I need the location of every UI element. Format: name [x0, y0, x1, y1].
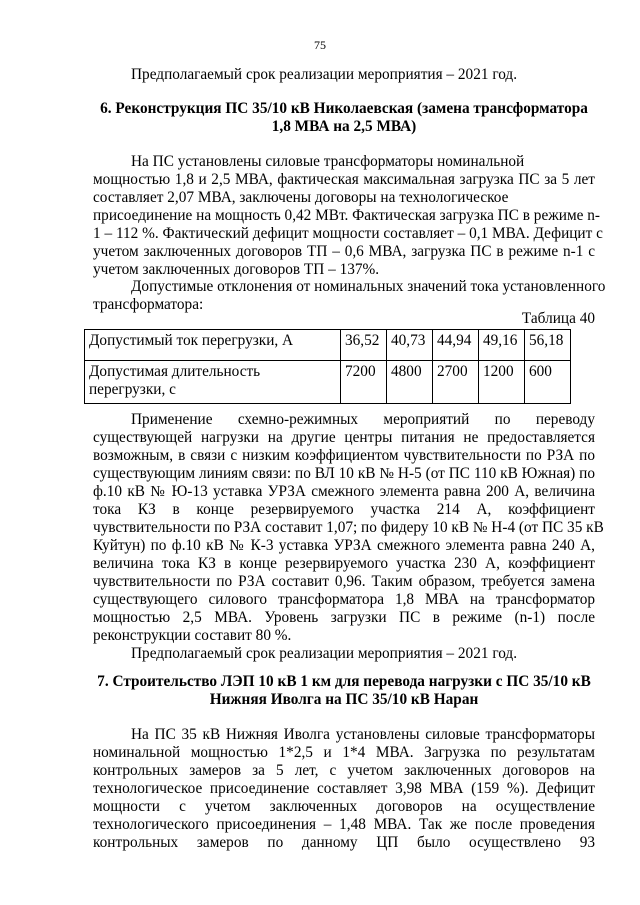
section6-para1-line-6: учетом заключенных договоров ТП – 0,6 МВА, загрузка ПС в режиме n-1 с — [93, 243, 595, 260]
section6-para1-line-7: учетом заключенных договоров ТП – 137%. — [93, 261, 380, 278]
section7-para1-line-5: мощности с учетом заключенных договоров на осуществление — [93, 798, 595, 815]
table-cell: 1200 — [479, 361, 525, 404]
section7-para1-line-3: контрольных замеров за 5 лет, с учетом заключенных договоров на — [93, 762, 595, 779]
section6-para3-line-12: мощностью 2,5 МВА. Уровень загрузки ПС в режиме (n-1) после — [93, 609, 595, 626]
section7-heading-line-2: Нижняя Иволга на ПС 35/10 кВ Наран — [209, 691, 479, 708]
section6-para3-line-9: величина тока КЗ в конце резервируемого участка 230 А, коэффициент — [93, 555, 595, 572]
section6-para1-line-3: составляет 2,07 МВА, заключены договоры на технологическое — [93, 189, 509, 206]
section6-para3-line-13: реконструкции составит 80 %. — [93, 627, 292, 644]
intro-line: Предполагаемый срок реализации мероприятия – 2021 год. — [131, 66, 518, 83]
table-caption: Таблица 40 — [521, 310, 595, 327]
section7-para1-line-4: технологическое присоединение составляет 3,98 МВА (159 %). Дефицит — [93, 780, 595, 797]
table-row-label — [85, 361, 341, 404]
table-cell: 7200 — [341, 361, 387, 404]
section6-para3-line-8: Куйтун) по ф.10 кВ № К-3 уставка УРЗА смежного элемента равна 240 А, — [93, 537, 595, 554]
section6-para3-line-6: тока КЗ в конце резервируемого участка 214 А, коэффициент — [93, 501, 595, 518]
section6-para1-line-2: мощностью 1,8 и 2,5 МВА, фактическая максимальная загрузка ПС за 5 лет — [93, 171, 595, 188]
table-row-label: Допустимый ток перегрузки, А — [85, 330, 341, 361]
section6-para3-line-4: существующим линиям связи: по ВЛ 10 кВ № Н-5 (от ПС 110 кВ Южная) по — [93, 465, 595, 482]
table-row-label-line-1: Допустимая длительность — [89, 363, 261, 380]
section6-heading-line-1: 6. Реконструкция ПС 35/10 кВ Николаевская (замена трансформатора — [100, 100, 588, 117]
table-cell: 49,16 — [479, 330, 525, 361]
table-row — [85, 330, 571, 361]
table-cell: 600 — [525, 361, 571, 404]
section6-para3-line-7: чувствительности по РЗА составит 1,07; по фидеру 10 кВ № Н-4 (от ПС 35 кВ — [93, 519, 604, 536]
table-row-label-line-2: перегрузки, с — [89, 381, 176, 398]
section6-para3-line-3: возможным, в связи с низким коэффициентом чувствительности по РЗА по — [93, 447, 595, 464]
table-row — [85, 361, 571, 404]
table-cell: 4800 — [387, 361, 433, 404]
section6-para3-line-2: существующей нагрузки на другие центры питания не предоставляется — [93, 429, 595, 446]
section7-para1-line-2: номинальной мощностью 1*2,5 и 1*4 МВА. Загрузка по результатам — [93, 744, 595, 761]
section6-para1-line-4: присоединение на мощность 0,42 МВт. Фактическая загрузка ПС в режиме n- — [93, 207, 601, 224]
section7-heading-line-1: 7. Строительство ЛЭП 10 кВ 1 км для перевода нагрузки с ПС 35/10 кВ — [97, 673, 591, 690]
section6-para3-line-11: существующего силового трансформатора 1,8 МВА на трансформатор — [93, 591, 595, 608]
table-cell: 44,94 — [433, 330, 479, 361]
section6-para3-line-1: Применение схемно-режимных мероприятий по переводу — [131, 411, 595, 428]
table-cell: 36,52 — [341, 330, 387, 361]
section6-para1-line-1: На ПС установлены силовые трансформаторы номинальной — [131, 153, 525, 170]
section6-para3-line-10: чувствительности по РЗА составит 0,96. Таким образом, требуется замена — [93, 573, 595, 590]
table-cell: 56,18 — [525, 330, 571, 361]
section6-para3-line-5: ф.10 кВ № Ю-13 уставка УРЗА смежного элемента равна 200 А, величина — [93, 483, 595, 500]
overload-table — [84, 329, 571, 404]
section7-para1-line-6: технологического присоединения – 1,48 МВА. Так же после проведения — [93, 816, 595, 833]
section7-para1-line-1: На ПС 35 кВ Нижняя Иволга установлены силовые трансформаторы — [131, 726, 595, 743]
section6-para2-line-1: Допустимые отклонения от номинальных значений тока установленного — [131, 278, 606, 295]
section6-heading-line-2: 1,8 МВА на 2,5 МВА) — [271, 118, 417, 135]
table-cell: 2700 — [433, 361, 479, 404]
table-cell: 40,73 — [387, 330, 433, 361]
section6-para1-line-5: 1 – 112 %. Фактический дефицит мощности составляет – 0,1 МВА. Дефицит с — [93, 225, 603, 242]
page-number: 75 — [314, 38, 326, 52]
section6-closing: Предполагаемый срок реализации мероприятия – 2021 год. — [131, 645, 518, 662]
section6-para2-line-2: трансформатора: — [93, 296, 204, 313]
section7-para1-line-7: контрольных замеров по данному ЦП было осуществлено 93 — [93, 834, 595, 851]
